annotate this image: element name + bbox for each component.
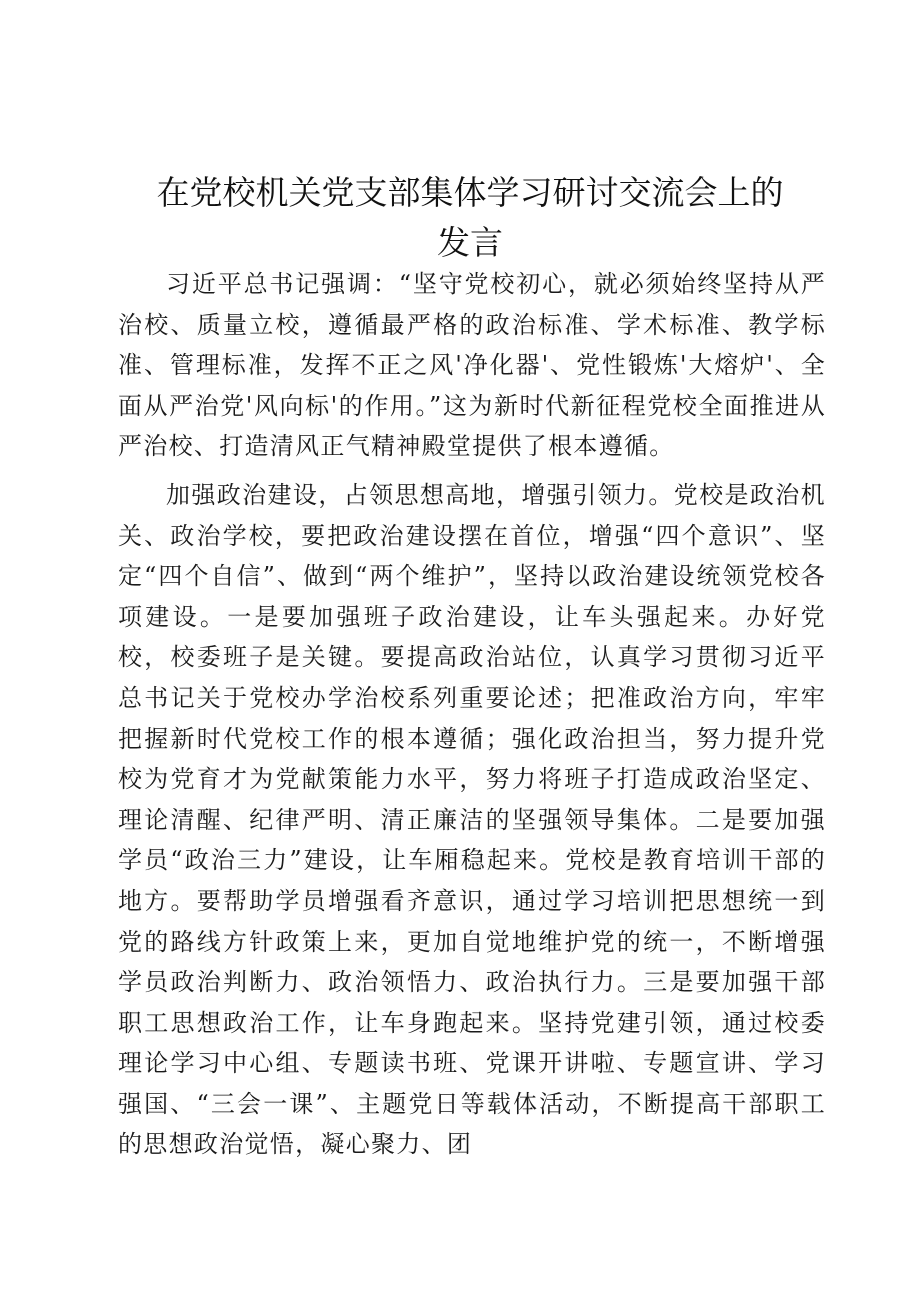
document-body — [118, 264, 826, 1173]
paragraph-political-construction: 加强政治建设，占领思想高地，增强引领力。党校是政治机关、政治学校，要把政治建设摆在首位，增强“四个意识”、坚定“四个自信”、做到“两个维护”，坚持以政治建设统领党校各项建设。一是要加强班子政治建设，让车头强起来。办好党校，校委班子是关键。要提高政治站位，认真学习贯彻习近平总书记关于党校办学治校系列重要论述；把准政治方向，牢牢把握新时代党校工作的根本遵循；强化政治担当，努力提升党校为党育才为党献策能力水平，努力将班子打造成政治坚定、理论清醒、纪律严明、清正廉洁的坚强领导集体。二是要加强学员“政治三力”建设，让车厢稳起来。党校是教育培训干部的地方。要帮助学员增强看齐意识，通过学习培训把思想统一到党的路线方针政策上来，更加自觉地维护党的统一，不断增强学员政治判断力、政治领悟力、政治执行力。三是要加强干部职工思想政治工作，让车身跑起来。坚持党建引领，通过校委理论学习中心组、专题读书班、党课开讲啦、专题宣讲、学习强国、“三会一课”、主题党日等载体活动，不断提高干部职工的思想政治觉悟，凝心聚力、团 — [118, 480, 826, 1159]
paragraph-intro: 习近平总书记强调：“坚守党校初心，就必须始终坚持从严治校、质量立校，遵循最严格的政治标准、学术标准、教学标准、管理标准，发挥不正之风'净化器'、党性锻炼'大熔炉'、全面从严治党'风向标'的作用。”这为新时代新征程党校全面推进从严治校、打造清风正气精神殿堂提供了根本遵循。 — [118, 270, 826, 461]
document-title: 在党校机关党支部集体学习研讨交流会上的发言 — [156, 173, 784, 262]
